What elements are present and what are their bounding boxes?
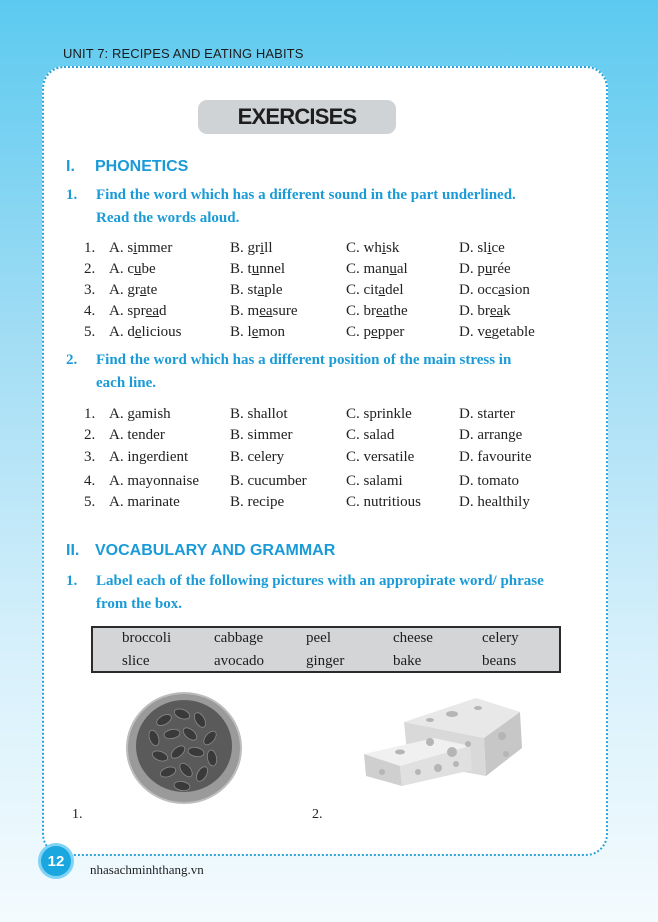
instruction-line-2: Read the words aloud. bbox=[96, 210, 240, 226]
option-word: C. nutritious bbox=[346, 494, 422, 510]
option-word: C. breathe bbox=[346, 303, 408, 319]
option-word: D. favourite bbox=[459, 449, 532, 465]
question-2-instruction bbox=[66, 349, 588, 395]
section-title: VOCABULARY AND GRAMMAR bbox=[95, 542, 336, 559]
option-word: A. delicious bbox=[109, 324, 182, 340]
option-word: B. cucumber bbox=[230, 473, 307, 489]
instruction-line-1: Find the word which has a different sound in the part underlined. bbox=[96, 187, 516, 203]
row-number: 2. bbox=[84, 427, 96, 443]
word-box-item: peel bbox=[306, 630, 331, 646]
vocab-question-1-instruction bbox=[66, 570, 588, 616]
underlined-part: a bbox=[498, 282, 505, 298]
underlined-part: e bbox=[371, 324, 378, 340]
underlined-part: ea bbox=[376, 303, 390, 319]
underlined-part: i bbox=[133, 240, 138, 256]
option-word: A. marinate bbox=[109, 494, 180, 510]
underlined-part: u bbox=[389, 261, 397, 277]
q1-option-row bbox=[44, 261, 610, 282]
underlined-part: ea bbox=[145, 303, 159, 319]
option-word: B. lemon bbox=[230, 324, 286, 340]
option-word: C. sprinkle bbox=[346, 406, 412, 422]
q2-option-row bbox=[44, 473, 610, 494]
option-word: A. spread bbox=[109, 303, 167, 319]
word-box bbox=[91, 626, 561, 673]
underlined-part: a bbox=[139, 282, 147, 298]
option-word: B. celery bbox=[230, 449, 285, 465]
row-number: 3. bbox=[84, 449, 96, 465]
underlined-part: u bbox=[134, 261, 142, 277]
underlined-part: u bbox=[251, 261, 260, 277]
word-box-item: avocado bbox=[214, 653, 264, 669]
section-number: II. bbox=[66, 542, 80, 559]
q2-option-row bbox=[44, 406, 610, 427]
option-word: B. shallot bbox=[230, 406, 288, 422]
q2-option-row bbox=[44, 449, 610, 470]
option-word: A. cube bbox=[109, 261, 156, 277]
q1-option-row bbox=[44, 282, 610, 303]
option-word: A. ingerdient bbox=[109, 449, 189, 465]
option-word: B. simmer bbox=[230, 427, 293, 443]
underlined-part: e bbox=[251, 324, 259, 340]
option-word: C. whisk bbox=[346, 240, 400, 256]
row-number: 4. bbox=[84, 473, 96, 489]
option-word: C. pepper bbox=[346, 324, 405, 340]
option-word: D. slice bbox=[459, 240, 505, 256]
word-box-item: cabbage bbox=[214, 630, 264, 646]
option-word: D. starter bbox=[459, 406, 515, 422]
option-word: D. arrange bbox=[459, 427, 523, 443]
underlined-part: i bbox=[487, 240, 492, 256]
row-number: 4. bbox=[84, 303, 96, 319]
publisher-site: nhasachminhthang.vn bbox=[90, 862, 204, 877]
option-word: C. citadel bbox=[346, 282, 404, 298]
option-word: A. gamish bbox=[109, 406, 171, 422]
row-number: 3. bbox=[84, 282, 96, 298]
option-word: A. grate bbox=[109, 282, 158, 298]
picture-number-2: 2. bbox=[312, 807, 323, 822]
option-word: D. tomato bbox=[459, 473, 519, 489]
q1-option-row bbox=[44, 324, 610, 345]
option-word: C. salad bbox=[346, 427, 395, 443]
section-title: PHONETICS bbox=[95, 158, 189, 175]
option-word: B. measure bbox=[230, 303, 298, 319]
beans-bowl-icon bbox=[124, 690, 244, 806]
instruction-line-2: each line. bbox=[96, 375, 156, 391]
row-number: 5. bbox=[84, 494, 96, 510]
underlined-part: a bbox=[257, 282, 265, 298]
word-box-item: broccoli bbox=[122, 630, 172, 646]
question-number: 1. bbox=[66, 187, 78, 203]
word-box-item: beans bbox=[482, 653, 517, 669]
q2-option-row bbox=[44, 494, 610, 515]
picture-number-1: 1. bbox=[72, 807, 83, 822]
unit-header: UNIT 7: RECIPES AND EATING HABITS bbox=[63, 46, 304, 61]
question-number: 1. bbox=[66, 573, 78, 589]
underlined-part: i bbox=[260, 240, 265, 256]
underlined-part: u bbox=[484, 261, 493, 277]
row-number: 5. bbox=[84, 324, 96, 340]
underlined-part: e bbox=[134, 324, 142, 340]
row-number: 2. bbox=[84, 261, 96, 277]
instruction-line-1: Find the word which has a different position of the main stress in bbox=[96, 352, 512, 368]
row-number: 1. bbox=[84, 406, 96, 422]
section-number: I. bbox=[66, 158, 75, 175]
underlined-part: ea bbox=[259, 303, 273, 319]
option-word: C. salami bbox=[346, 473, 403, 489]
section-phonetics-heading bbox=[66, 158, 188, 176]
section-vocabulary-heading bbox=[66, 542, 335, 560]
option-word: D. vegetable bbox=[459, 324, 535, 340]
option-word: D. break bbox=[459, 303, 511, 319]
option-word: B. recipe bbox=[230, 494, 285, 510]
option-word: C. manual bbox=[346, 261, 408, 277]
word-box-item: ginger bbox=[306, 653, 345, 669]
option-word: A. mayonnaise bbox=[109, 473, 199, 489]
word-box-item: bake bbox=[393, 653, 422, 669]
option-word: B. grill bbox=[230, 240, 273, 256]
option-word: D. occasion bbox=[459, 282, 530, 298]
row-number: 1. bbox=[84, 240, 96, 256]
option-word: A. tender bbox=[109, 427, 165, 443]
option-word: B. staple bbox=[230, 282, 283, 298]
cheese-icon bbox=[360, 692, 526, 788]
q2-option-row bbox=[44, 427, 610, 448]
underlined-part: ea bbox=[489, 303, 504, 319]
instruction-line-1: Label each of the following pictures with an appropirate word/ phrase bbox=[96, 573, 544, 589]
option-word: C. versatile bbox=[346, 449, 415, 465]
word-box-item: slice bbox=[122, 653, 150, 669]
question-1-instruction bbox=[66, 184, 588, 230]
option-word: A. simmer bbox=[109, 240, 173, 256]
word-box-item: cheese bbox=[393, 630, 433, 646]
page-number-badge: 12 bbox=[38, 843, 74, 879]
option-word: D. healthily bbox=[459, 494, 530, 510]
underlined-part: e bbox=[484, 324, 492, 340]
underlined-part: a bbox=[378, 282, 386, 298]
underlined-part: i bbox=[381, 240, 387, 256]
q1-option-row bbox=[44, 303, 610, 324]
instruction-line-2: from the box. bbox=[96, 596, 182, 612]
option-word: B. tunnel bbox=[230, 261, 286, 277]
word-box-item: celery bbox=[482, 630, 519, 646]
question-number: 2. bbox=[66, 352, 78, 368]
page-title: EXERCISES bbox=[198, 100, 396, 134]
exercise-card bbox=[42, 66, 608, 856]
option-word: D. purée bbox=[459, 261, 511, 277]
q1-option-row bbox=[44, 240, 610, 261]
